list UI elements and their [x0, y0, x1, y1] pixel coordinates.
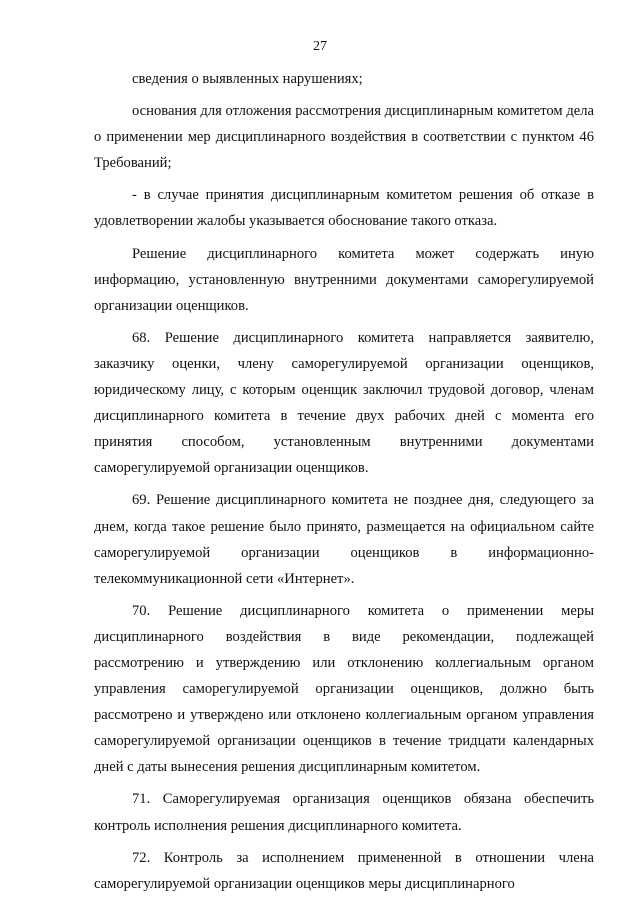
page-number: 27 — [313, 39, 327, 54]
paragraph-item-72: 72. Контроль за исполнением примененной в отношении члена саморегулируемой организации оценщиков меры дисциплинарного — [94, 849, 594, 892]
paragraph-item-69: 69. Решение дисциплинарного комитета не позднее дня, следующего за днем, когда такое решение было принято, размещается на официальном сайте саморегулируемой организации оценщиков в информационно-телекоммуникационной сети «Интернет». — [94, 492, 594, 587]
document-body — [94, 66, 594, 897]
paragraph-postponement-grounds: основания для отложения рассмотрения дисциплинарным комитетом дела о применении мер дисциплинарного воздействия в соответствии с пунктом 46 Требований; — [94, 103, 594, 172]
paragraph-item-70: 70. Решение дисциплинарного комитета о применении меры дисциплинарного воздействия в виде рекомендации, подлежащей рассмотрению и утверждению или отклонению коллегиальным органом управления саморегулируемой организации оценщиков, должно быть рассмотрено и утверждено или отклонено коллегиальным органом управления саморегулируемой организации оценщиков в течение тридцати календарных дней с даты вынесения решения дисциплинарным комитетом. — [94, 602, 594, 776]
paragraph-refusal-justification: - в случае принятия дисциплинарным комитетом решения об отказе в удовлетворении жалобы указывается обоснование такого отказа. — [94, 187, 594, 230]
paragraph-violations-info: сведения о выявленных нарушениях; — [132, 71, 363, 87]
paragraph-other-information: Решение дисциплинарного комитета может содержать иную информацию, установленную внутренними документами саморегулируемой организации оценщиков. — [94, 245, 594, 314]
paragraph-item-68: 68. Решение дисциплинарного комитета направляется заявителю, заказчику оценки, члену саморегулируемой организации оценщиков, юридическому лицу, с которым оценщик заключил трудовой договор, членам дисциплинарного комитета в течение двух рабочих дней с момента его принятия способом, установленным внутренними документами саморегулируемой организации оценщиков. — [94, 329, 594, 477]
paragraph-item-71: 71. Саморегулируемая организация оценщиков обязана обеспечить контроль исполнения решения дисциплинарного комитета. — [94, 791, 594, 834]
